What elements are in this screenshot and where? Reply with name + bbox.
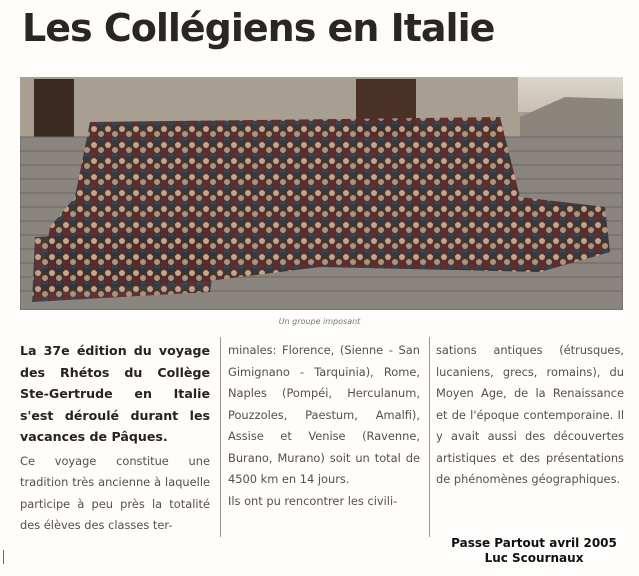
- group-photo-illustration: [20, 77, 623, 310]
- photo-caption: Un groupe imposant: [278, 317, 361, 326]
- scan-edge-mark: [3, 550, 4, 564]
- author-credit: Luc Scournaux: [484, 551, 584, 565]
- article-lead: La 37e édition du voyage des Rhétos du Collège Ste-Gertrude en Italie s'est déroulé durant les vacances de Pâques.: [20, 343, 210, 444]
- article-body-col3: sations antiques (étrusques, lucaniens, grecs, romains), du Moyen Age, de la Renaissance et de l'époque contemporaine. Il y avait aussi des découvertes artistiques et des présentations de phénomènes géographiques.: [436, 343, 624, 486]
- article-column-3: [436, 340, 624, 491]
- group-photo: [20, 77, 623, 310]
- column-divider: [220, 337, 221, 537]
- article-body-col2: minales: Florence, (Sienne - San Gimignano - Tarquinia), Rome, Naples (Pompéi, Herculanum, Pouzzoles, Paestum, Amalfi), Assise et Venise (Ravenne, Burano, Murano) soit un total de 4500 km en 14 jours.: [228, 343, 420, 486]
- column-divider: [429, 337, 430, 537]
- source-credit: Passe Partout avril 2005: [451, 536, 617, 550]
- article-column-1: [20, 340, 210, 537]
- article-body-col2-end: Ils ont pu rencontrer les civili-: [228, 493, 398, 508]
- article-body-col1: Ce voyage constitue une tradition très ancienne à laquelle participe à peu près la totalité des élèves des classes ter-: [20, 453, 210, 532]
- article-column-2: [228, 340, 420, 512]
- article-headline: Les Collégiens en Italie: [22, 6, 495, 50]
